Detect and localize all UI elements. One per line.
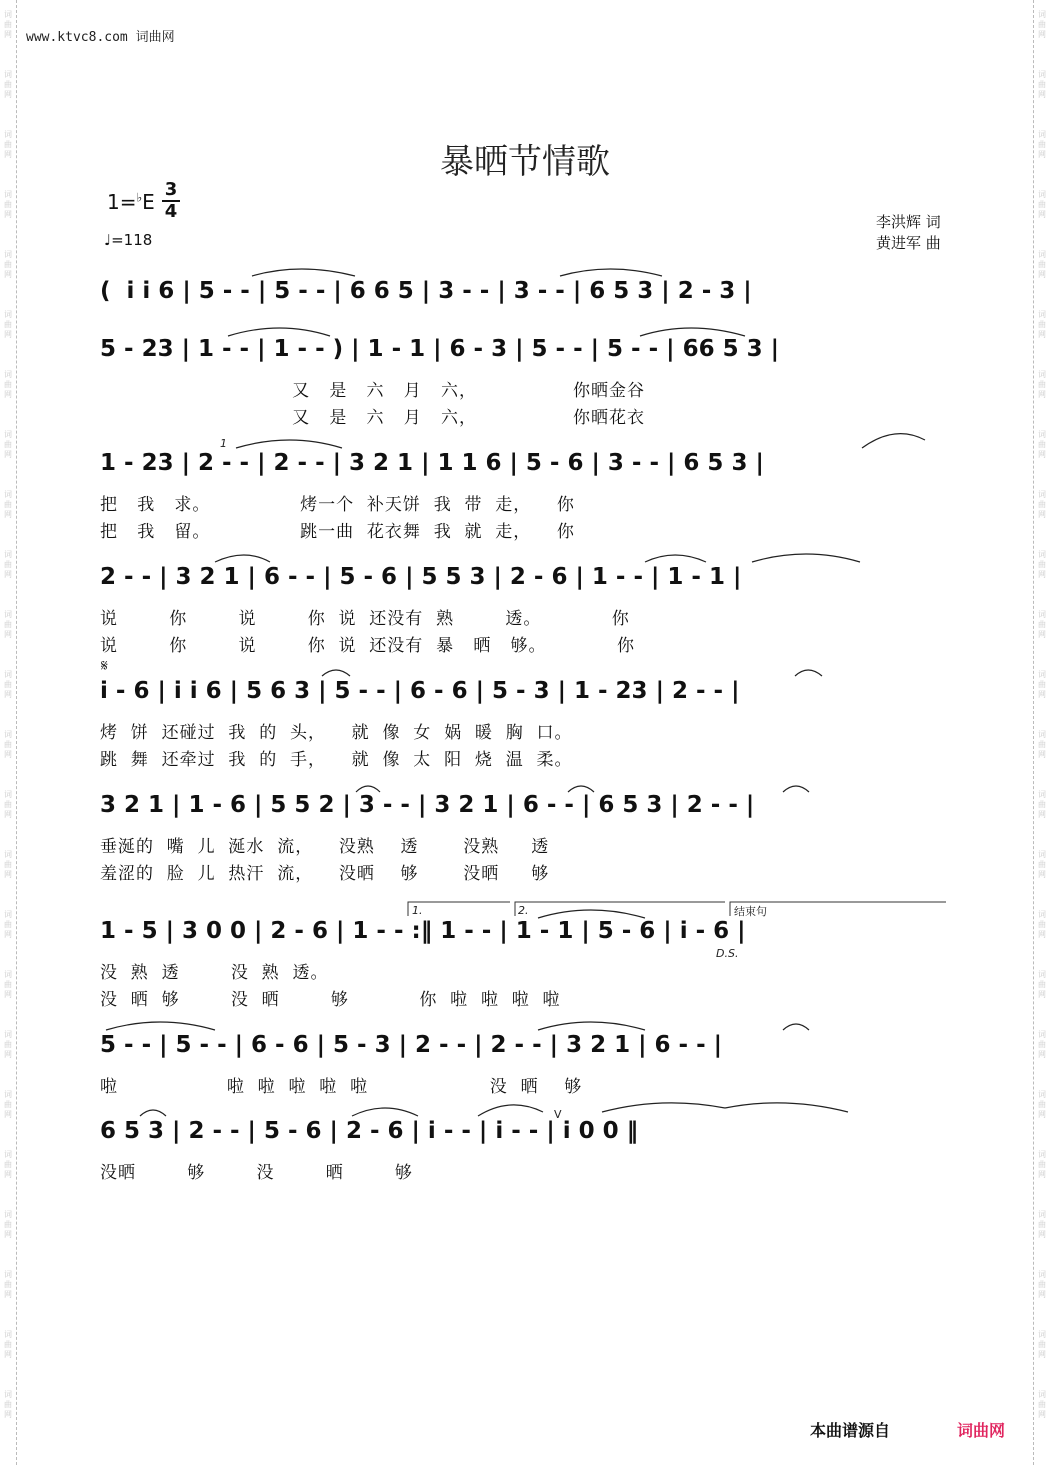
ds-marking: D.S. <box>716 947 739 960</box>
meter-bottom: 4 <box>162 200 180 222</box>
alt-ending-mark: 1 <box>220 437 227 450</box>
watermark-text: 词曲网 <box>1038 1030 1046 1059</box>
watermark-text: 词曲网 <box>4 430 12 459</box>
notation-line: 3 2 1 | 1 - 6 | 5 5 2 | 3 - - | 3 2 1 | 6 - - | 6 5 3 | 2 - - | <box>100 792 755 818</box>
lyric-line: 没 熟 透 没 熟 透。 <box>100 963 329 983</box>
slur <box>356 786 380 792</box>
volta-bracket <box>515 902 725 916</box>
watermark-text: 词曲网 <box>1038 1090 1046 1119</box>
watermark-text: 词曲网 <box>4 970 12 999</box>
watermark-text: 词曲网 <box>1038 1270 1046 1299</box>
slur <box>568 786 594 792</box>
lyric-line: 没 晒 够 没 晒 够 你 啦 啦 啦 啦 <box>100 990 561 1010</box>
tempo-value: =118 <box>111 231 153 249</box>
footer-brand-link[interactable]: 词曲网 <box>957 1421 1006 1440</box>
song-title: 暴晒节情歌 <box>440 142 610 182</box>
slur <box>538 910 645 918</box>
lyric-line: 垂涎的 嘴 儿 涎水 流， 没熟 透 没熟 透 <box>100 837 550 857</box>
watermark-text: 词曲网 <box>4 1270 12 1299</box>
volta-2-label: 2. <box>518 904 529 917</box>
slur <box>352 1108 418 1116</box>
watermark-text: 词曲网 <box>1038 130 1046 159</box>
slur <box>645 555 706 562</box>
watermark-text: 词曲网 <box>1038 850 1046 879</box>
watermark-text: 词曲网 <box>1038 610 1046 639</box>
slur <box>252 269 355 276</box>
footer-source: 本曲谱源自 <box>810 1421 891 1440</box>
lyric-line: 烤 饼 还碰过 我 的 头， 就 像 女 娲 暖 胸 口。 <box>100 723 573 743</box>
lyric-line: 没晒 够 没 晒 够 <box>100 1163 413 1183</box>
watermark-text: 词曲网 <box>1038 550 1046 579</box>
watermark-text: 词曲网 <box>4 130 12 159</box>
watermark-text: 词曲网 <box>1038 1390 1046 1419</box>
slur <box>752 554 860 562</box>
watermark-text: 词曲网 <box>1038 250 1046 279</box>
watermark-text: 词曲网 <box>4 250 12 279</box>
watermark-text: 词曲网 <box>4 10 12 39</box>
watermark-text: 词曲网 <box>4 1210 12 1239</box>
watermark-text: 词曲网 <box>4 550 12 579</box>
lyric-line: 又 是 六 月 六， 你晒花衣 <box>100 408 646 428</box>
composer: 黄进军 曲 <box>876 234 941 252</box>
watermark-text: 词曲网 <box>4 70 12 99</box>
watermark-text: 词曲网 <box>4 1330 12 1359</box>
key-prefix: 1= <box>107 190 137 214</box>
meter-top: 3 <box>164 179 178 200</box>
watermark-text: 词曲网 <box>4 1090 12 1119</box>
slur <box>478 1105 543 1116</box>
notation-line: 6 5 3 | 2 - - | 5 - 6 | 2 - 6 | i - - | i - - | i 0 0 ‖ <box>100 1118 639 1144</box>
lyric-line: 说 你 说 你 说 还没有 暴 晒 够。 你 <box>100 636 635 656</box>
lyric-line: 跳 舞 还牵过 我 的 手， 就 像 太 阳 烧 温 柔。 <box>100 750 573 770</box>
watermark-text: 词曲网 <box>4 490 12 519</box>
breath-mark: V <box>554 1108 562 1121</box>
slur <box>322 670 350 676</box>
lyricist: 李洪辉 词 <box>876 213 941 231</box>
notation-line: 2 - - | 3 2 1 | 6 - - | 5 - 6 | 5 5 3 | 2 - 6 | 1 - - | 1 - 1 | <box>100 564 742 590</box>
watermark-text: 词曲网 <box>1038 1150 1046 1179</box>
watermark-text: 词曲网 <box>4 670 12 699</box>
slur <box>106 1022 215 1030</box>
watermark-text: 词曲网 <box>4 1030 12 1059</box>
site-url[interactable]: www.ktvc8.com 词曲网 <box>26 30 175 45</box>
slur <box>140 1110 166 1116</box>
lyric-line: 啦 啦 啦 啦 啦 啦 没 晒 够 <box>100 1077 583 1097</box>
slur <box>725 1103 848 1112</box>
watermark-text: 词曲网 <box>4 370 12 399</box>
watermark-text: 词曲网 <box>1038 490 1046 519</box>
watermark-text: 词曲网 <box>4 730 12 759</box>
watermark-text: 词曲网 <box>4 1390 12 1419</box>
watermark-text: 词曲网 <box>1038 1210 1046 1239</box>
watermark-text: 词曲网 <box>4 190 12 219</box>
watermark-text: 词曲网 <box>4 310 12 339</box>
watermark-text: 词曲网 <box>1038 910 1046 939</box>
watermark-text: 词曲网 <box>1038 1330 1046 1359</box>
watermark-text: 词曲网 <box>1038 310 1046 339</box>
watermark-text: 词曲网 <box>1038 70 1046 99</box>
watermark-text: 词曲网 <box>1038 730 1046 759</box>
slur <box>640 328 745 336</box>
lyric-line: 把 我 求。 烤一个 补天饼 我 带 走， 你 <box>100 495 575 515</box>
watermark-text: 词曲网 <box>4 610 12 639</box>
lyric-line: 把 我 留。 跳一曲 花衣舞 我 就 走， 你 <box>100 522 575 542</box>
slur <box>236 440 342 448</box>
key-note: E <box>142 190 155 214</box>
watermark-text: 词曲网 <box>1038 370 1046 399</box>
watermark-text: 词曲网 <box>1038 430 1046 459</box>
slur <box>862 434 925 448</box>
flat-sign: ♭ <box>136 190 143 205</box>
slur <box>602 1103 725 1112</box>
watermark-text: 词曲网 <box>4 910 12 939</box>
slur <box>795 670 822 676</box>
lyric-line: 又 是 六 月 六， 你晒金谷 <box>100 381 646 401</box>
notation-line: ( i i 6 | 5 - - | 5 - - | 6 6 5 | 3 - - | 3 - - | 6 5 3 | 2 - 3 | <box>100 278 752 304</box>
volta-1-label: 1. <box>412 904 423 917</box>
notation-line: 5 - 23 | 1 - - | 1 - - ) | 1 - 1 | 6 - 3 | 5 - - | 5 - - | 66 5 3 | <box>100 336 780 362</box>
watermark-text: 词曲网 <box>1038 190 1046 219</box>
volta-bracket <box>408 902 510 916</box>
quarter-note-icon: ♩ <box>104 231 112 249</box>
notation-line: i - 6 | i i 6 | 5 6 3 | 5 - - | 6 - 6 | 5 - 3 | 1 - 23 | 2 - - | <box>100 678 740 704</box>
lyric-line: 羞涩的 脸 儿 热汗 流， 没晒 够 没晒 够 <box>100 864 550 884</box>
watermark-text: 词曲网 <box>1038 10 1046 39</box>
slur <box>538 1022 645 1030</box>
slur <box>783 1024 809 1030</box>
lyric-line: 说 你 说 你 说 还没有 熟 透。 你 <box>100 609 630 629</box>
watermark-text: 词曲网 <box>4 850 12 879</box>
watermark-text: 词曲网 <box>1038 790 1046 819</box>
ending-label: 结束句 <box>734 905 767 918</box>
notation-line: 1 - 5 | 3 0 0 | 2 - 6 | 1 - - :‖ 1 - - | 1 - 1 | 5 - 6 | i - 6 | <box>100 918 746 944</box>
slur <box>215 555 270 562</box>
watermark-text: 词曲网 <box>1038 970 1046 999</box>
watermark-text: 词曲网 <box>4 1150 12 1179</box>
notation-line: 5 - - | 5 - - | 6 - 6 | 5 - 3 | 2 - - | 2 - - | 3 2 1 | 6 - - | <box>100 1032 723 1058</box>
slur <box>560 269 662 276</box>
slur <box>783 786 809 792</box>
notation-line: 1 - 23 | 2 - - | 2 - - | 3 2 1 | 1 1 6 | 5 - 6 | 3 - - | 6 5 3 | <box>100 450 764 476</box>
watermark-text: 词曲网 <box>1038 670 1046 699</box>
slur <box>228 328 330 336</box>
watermark-text: 词曲网 <box>4 790 12 819</box>
segno-sign: 𝄋 <box>101 656 108 675</box>
